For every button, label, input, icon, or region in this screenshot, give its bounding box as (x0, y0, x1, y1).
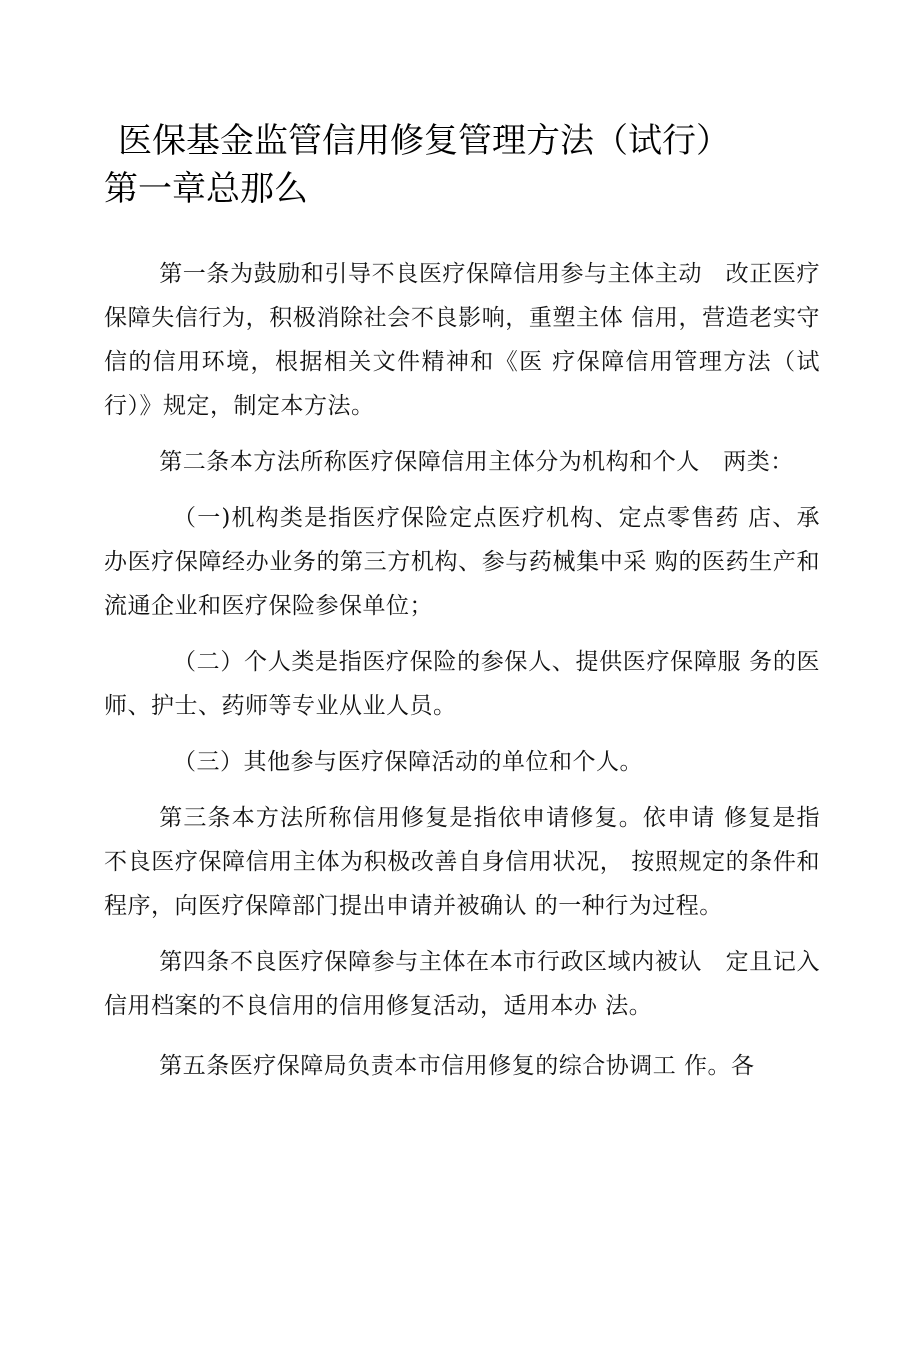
article-1-paragraph: 第一条为鼓励和引导不良医疗保障信用参与主体主动 改正医疗保障失信行为，积极消除社会不良影响，重塑主体 信用，营造老实守信的信用环境，根据相关文件精神和《医 疗保障信用管理方法（试行）》规定，制定本方法。 (104, 261, 820, 419)
document-heading (104, 117, 824, 213)
chapter-title: 第一章总那么 (104, 169, 308, 209)
article-2-item-2: （二）个人类是指医疗保险的参保人、提供医疗保障服 务的医师、护士、药师等专业从业人员。 (104, 649, 820, 719)
document-body (104, 252, 820, 1088)
article-2-item-3: （三）其他参与医疗保障活动的单位和个人。 (173, 749, 643, 775)
article-4-paragraph: 第四条不良医疗保障参与主体在本市行政区域内被认 定且记入信用档案的不良信用的信用修复活动，适用本办 法。 (104, 949, 820, 1019)
article-2-paragraph: 第二条本方法所称医疗保障信用主体分为机构和个人 两类： (159, 449, 794, 475)
article-2-item-1: （一)机构类是指医疗保险定点医疗机构、定点零售药 店、承办医疗保障经办业务的第三方机构、参与药械集中采 购的医药生产和流通企业和医疗保险参保单位； (104, 505, 820, 619)
article-3-paragraph: 第三条本方法所称信用修复是指依申请修复。依申请 修复是指不良医疗保障信用主体为积极改善自身信用状况， 按照规定的条件和程序，向医疗保障部门提出申请并被确认 的一种行为过程。 (104, 805, 820, 919)
document-title: 医保基金监管信用修复管理方法（试行） (118, 121, 730, 161)
article-5-paragraph: 第五条医疗保障局负责本市信用修复的综合协调工 作。各 (159, 1053, 755, 1079)
